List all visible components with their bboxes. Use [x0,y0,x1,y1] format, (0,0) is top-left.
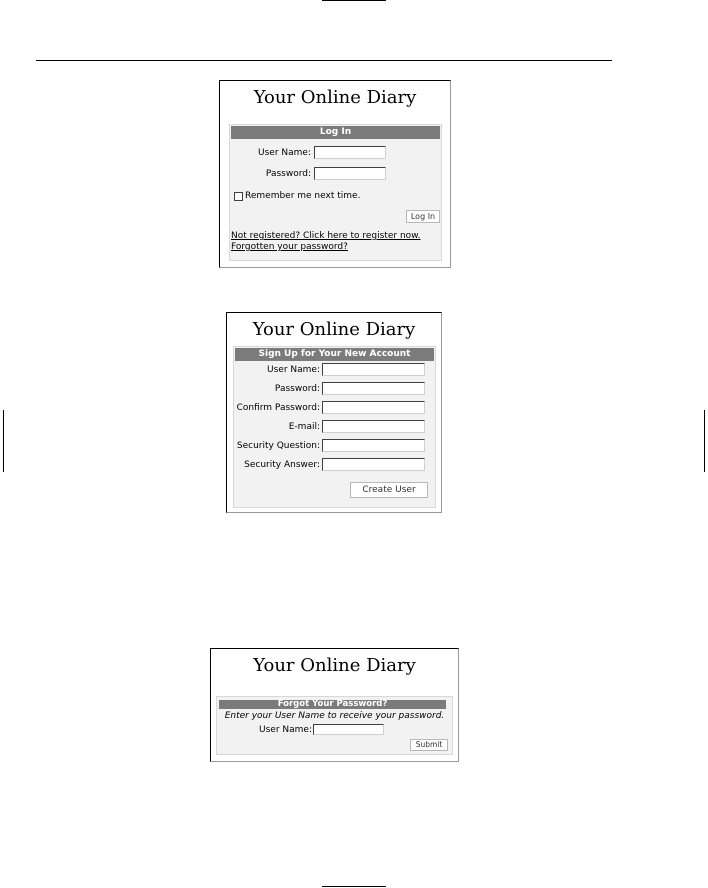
submit-button[interactable]: Submit [410,739,448,751]
security-question-input[interactable] [322,439,425,452]
login-panel [229,124,442,261]
signup-username-input[interactable] [322,363,425,376]
security-question-label: Security Question: [236,441,320,451]
signup-screenshot [226,312,442,513]
site-title: Your Online Diary [252,319,416,340]
login-header: Log In [231,126,440,139]
crop-mark-right [704,410,705,472]
confirm-password-input[interactable] [322,401,425,414]
signup-username-label: User Name: [267,365,320,375]
username-label: User Name: [258,148,311,158]
email-input[interactable] [322,420,425,433]
page-bottom-mark [322,886,386,887]
login-button[interactable]: Log In [406,210,440,223]
remember-checkbox[interactable] [234,192,243,201]
site-title: Your Online Diary [253,87,417,108]
signup-header: Sign Up for Your New Account [235,348,434,361]
email-label: E-mail: [288,422,320,432]
security-answer-input[interactable] [322,458,425,471]
login-screenshot [219,80,451,268]
forgot-username-label: User Name: [259,725,312,735]
remember-label: Remember me next time. [245,191,361,201]
username-input[interactable] [314,146,386,159]
forgot-username-input[interactable] [313,724,384,735]
crop-mark-left [3,410,4,472]
site-title: Your Online Diary [253,655,416,676]
password-label: Password: [265,169,311,179]
page-header-rule [36,60,612,61]
signup-password-label: Password: [274,384,320,394]
signup-panel [233,346,436,508]
forgot-instruction: Enter your User Name to receive your password. [224,711,445,721]
forgot-password-link[interactable]: Forgotten your password? [231,242,348,252]
confirm-password-label: Confirm Password: [236,403,320,413]
create-user-button[interactable]: Create User [350,482,428,498]
password-input[interactable] [314,167,386,180]
page-top-mark [322,0,386,1]
forgot-password-screenshot [210,648,459,762]
register-link[interactable]: Not registered? Click here to register now. [231,231,421,241]
forgot-panel [216,696,453,755]
security-answer-label: Security Answer: [244,460,320,470]
forgot-header: Forgot Your Password? [219,700,446,709]
signup-password-input[interactable] [322,382,425,395]
